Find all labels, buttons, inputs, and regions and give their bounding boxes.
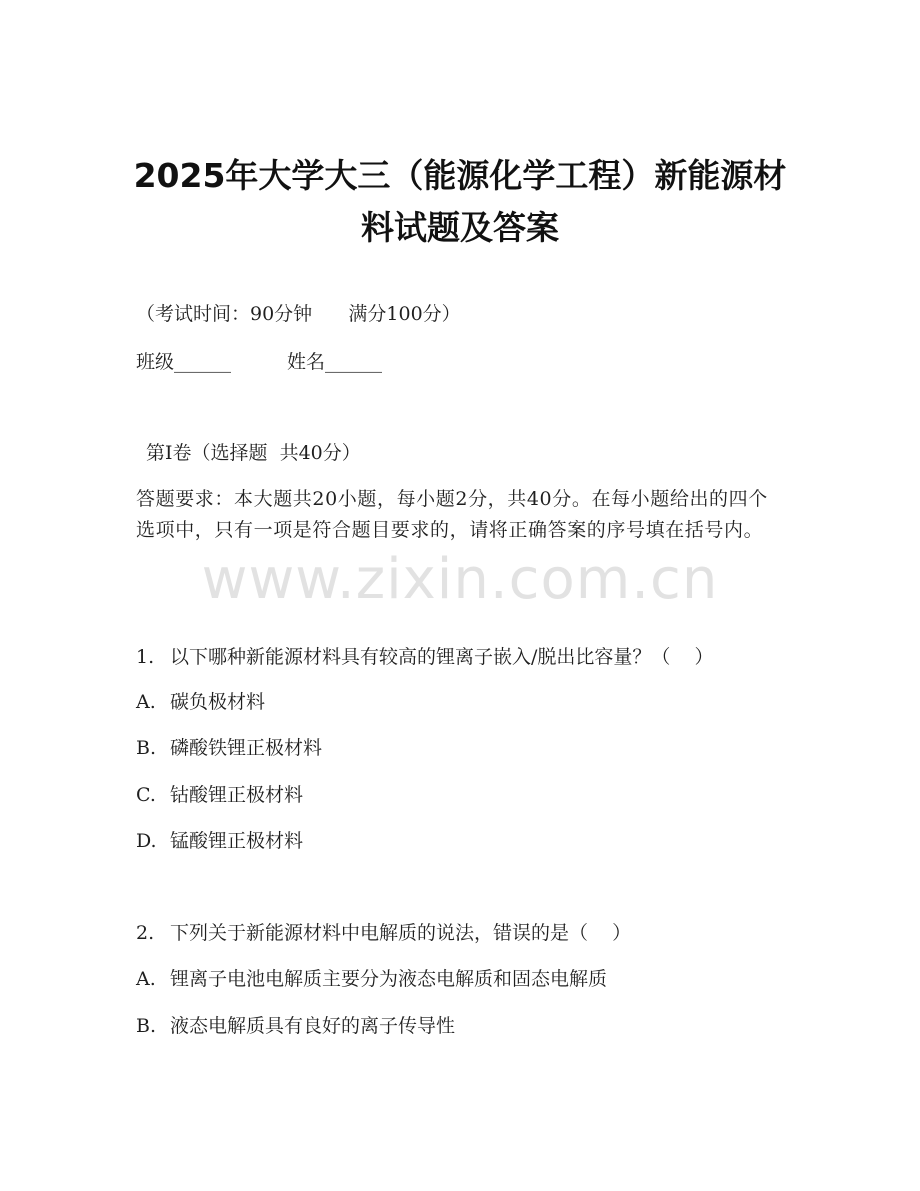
option-2a [136,967,607,991]
option-text: 锂离子电池电解质主要分为液态电解质和固态电解质 [170,968,608,990]
option-1b [136,736,322,760]
question-text: 下列关于新能源材料中电解质的说法，错误的是（ ） [170,922,632,944]
option-text: 锰酸锂正极材料 [170,830,304,852]
exam-info: （考试时间：90分钟 满分100分） [136,303,461,325]
option-text: 磷酸铁锂正极材料 [170,737,323,759]
question-text: 以下哪种新能源材料具有较高的锂离子嵌入/脱出比容量？（ ） [170,646,714,668]
option-1c [136,783,303,807]
option-2b [136,1014,455,1038]
question-2 [136,921,631,945]
question-1 [136,645,714,669]
student-fields [136,350,382,374]
option-letter: A. [136,691,156,713]
class-field-label: 班级______ [136,351,232,373]
option-text: 钴酸锂正极材料 [170,784,304,806]
option-letter: D. [136,830,157,852]
option-1a [136,690,265,714]
option-letter: A. [136,968,156,990]
question-number: 2. [136,922,155,944]
option-text: 碳负极材料 [170,691,266,713]
option-text: 液态电解质具有良好的离子传导性 [170,1015,456,1037]
instructions: 答题要求：本大题共20小题，每小题2分，共40分。在每小题给出的四个选项中，只有一项是符合题目要求的，请将正确答案的序号填在括号内。 [136,488,768,541]
document-title [120,150,800,254]
watermark: www.zixin.com.cn [201,547,719,612]
option-letter: B. [136,737,157,759]
option-letter: C. [136,784,156,806]
option-1d [136,829,303,853]
question-number: 1. [136,646,155,668]
name-field-label: 姓名______ [287,351,383,373]
title-line-2: 料试题及答案 [361,208,559,247]
section-title: 第Ⅰ卷（选择题 共40分） [146,442,361,464]
option-letter: B. [136,1015,157,1037]
title-line-1: 2025年大学大三（能源化学工程）新能源材 [133,156,787,195]
